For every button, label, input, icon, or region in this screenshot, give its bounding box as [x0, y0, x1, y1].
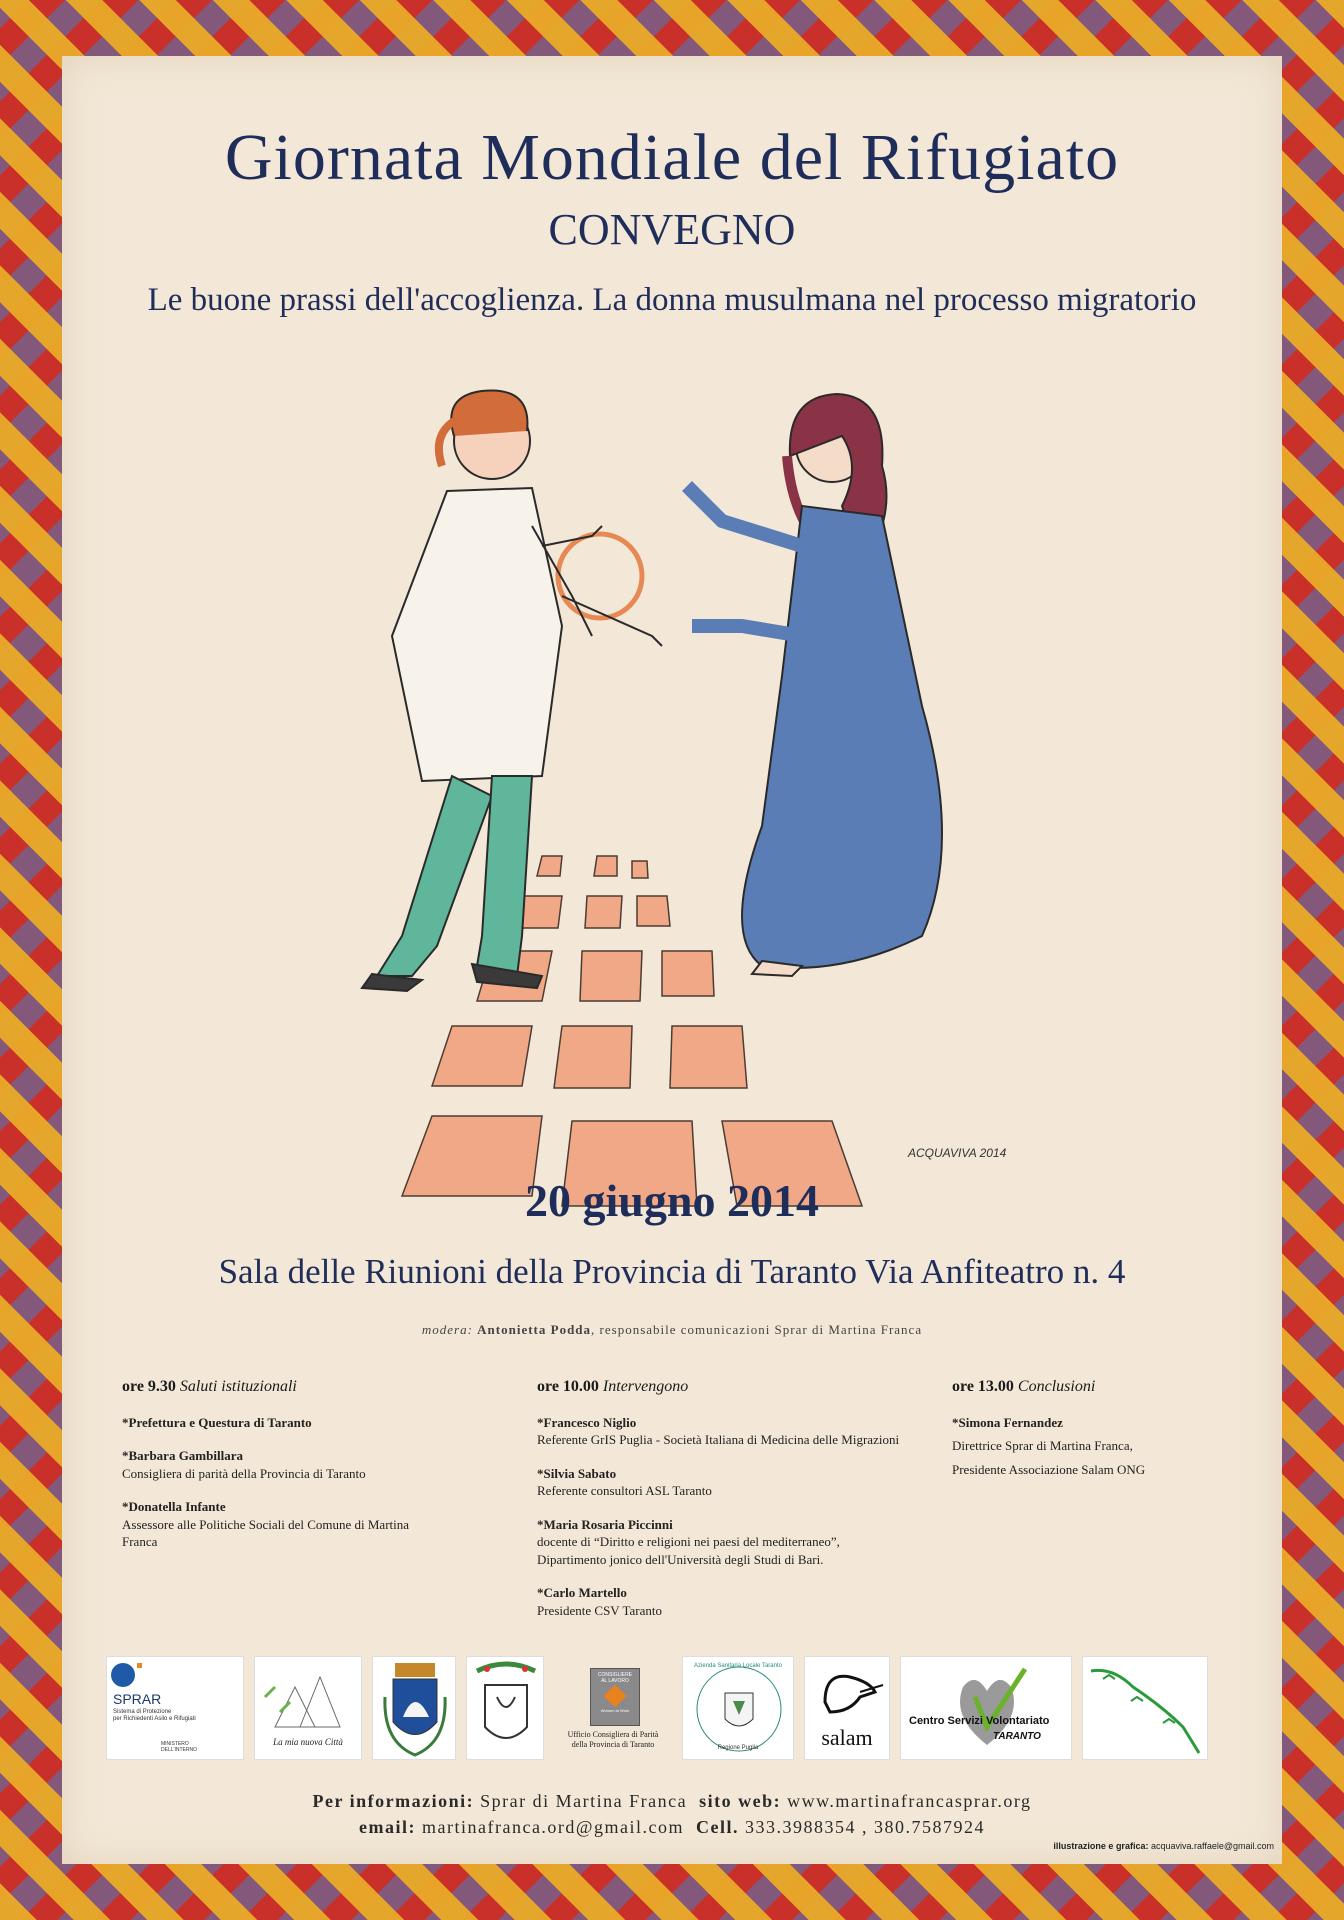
contact-line-2 — [62, 1814, 1282, 1840]
event-venue: Sala delle Riunioni della Provincia di Taranto Via Anfiteatro n. 4 — [218, 1252, 1126, 1291]
sprar-logo — [106, 1656, 244, 1760]
heart-icon — [901, 1657, 1072, 1760]
crest-icon — [373, 1657, 456, 1760]
crest-taranto-logo — [372, 1656, 456, 1760]
session-time: ore 10.00 — [537, 1378, 599, 1395]
sprar-subtitle-line: Sistema di Protezione — [113, 1709, 172, 1715]
asl-ring-text: Azienda Sanitaria Locale Taranto — [694, 1663, 782, 1669]
speaker-name: *Prefettura e Questura di Taranto — [122, 1414, 312, 1430]
contact-info — [62, 1788, 1282, 1840]
speaker-name: *Carlo Martello — [537, 1585, 627, 1601]
speaker-name: *Barbara Gambillara — [122, 1448, 243, 1464]
speaker-entry — [537, 1584, 917, 1619]
badge-line: AL LAVORO — [601, 1678, 629, 1684]
consigliera-caption — [554, 1730, 672, 1749]
moderator-label: modera: — [421, 1322, 473, 1337]
caption-line: della Provincia di Taranto — [571, 1739, 655, 1749]
sun-circle — [558, 534, 642, 618]
birds-map-icon — [1083, 1657, 1208, 1760]
speaker-entry — [122, 1498, 442, 1551]
speaker-entry — [537, 1516, 917, 1569]
cell-value: 333.3988354 , 380.7587924 — [744, 1817, 985, 1838]
session-title: Saluti istituzionali — [179, 1378, 297, 1395]
sprar-subtitle-line: per Richiedenti Asilo e Rifugiati — [113, 1716, 196, 1723]
consigliera-logo — [554, 1656, 672, 1760]
speaker-name: *Francesco Niglio — [537, 1414, 637, 1430]
page-title: Giornata Mondiale del Rifugiato — [224, 121, 1120, 194]
session-time: ore 9.30 — [122, 1378, 176, 1395]
info-value: Sprar di Martina Franca — [480, 1791, 688, 1811]
badge-line: CONSIGLIERE — [597, 1672, 633, 1678]
speaker-role: Consigliera di parità della Provincia di Taranto — [122, 1465, 366, 1481]
illustration-credit — [1053, 1841, 1274, 1851]
puglia-map-logo — [1082, 1656, 1208, 1760]
speaker-name: *Silvia Sabato — [537, 1465, 617, 1481]
session-time: ore 13.00 — [952, 1378, 1014, 1395]
cell-label: Cell. — [695, 1817, 739, 1838]
speaker-role: Presidente Associazione Salam ONG — [952, 1461, 1146, 1477]
badge-line: Women at Work — [600, 1708, 630, 1713]
crest-icon — [467, 1657, 544, 1760]
event-type: CONVEGNO — [548, 205, 796, 254]
csv-logo — [900, 1656, 1072, 1760]
speaker-entry — [122, 1447, 442, 1482]
session-heading — [537, 1376, 917, 1398]
web-label: sito web: — [699, 1791, 782, 1811]
info-label: Per informazioni: — [312, 1791, 475, 1811]
session-heading — [122, 1376, 442, 1398]
speaker-role: Presidente CSV Taranto — [537, 1602, 662, 1618]
speaker-role: Assessore alle Politiche Sociali del Comune di Martina Franca — [122, 1516, 410, 1550]
speaker-entry — [537, 1465, 917, 1500]
contact-line-1 — [62, 1788, 1282, 1814]
sprar-ministry: MINISTERO DELL'INTERNO — [161, 1741, 197, 1753]
speaker-role: Referente GrIS Puglia - Società Italiana di Medicina delle Migrazioni — [537, 1432, 900, 1448]
web-link[interactable]: www.martinafrancasprar.org — [787, 1791, 1032, 1811]
speaker-role: Referente consultori ASL Taranto — [537, 1483, 712, 1499]
moderator-role: , responsabile comunicazioni Sprar di Martina Franca — [591, 1322, 923, 1337]
dove-icon — [805, 1657, 890, 1727]
csv-city: TARANTO — [993, 1731, 1041, 1742]
sprar-title: SPRAR — [113, 1691, 162, 1707]
sprar-square-icon — [137, 1663, 142, 1668]
moderator-line — [62, 1322, 1282, 1338]
speaker-name: *Maria Rosaria Piccinni — [537, 1516, 673, 1532]
woman-figure — [687, 394, 942, 976]
csv-text-part: Volontariato — [986, 1715, 1050, 1727]
speaker-entry — [952, 1414, 1252, 1479]
salam-text: salam — [821, 1725, 873, 1750]
partner-logos — [106, 1656, 1246, 1766]
illustration — [242, 376, 1102, 1236]
asl-region: Regione Puglia — [717, 1745, 759, 1751]
salam-logo — [804, 1656, 890, 1760]
program-column-3 — [952, 1376, 1252, 1494]
email-link[interactable]: martinafranca.ord@gmail.com — [422, 1817, 684, 1838]
session-heading — [952, 1376, 1252, 1398]
speaker-entry — [537, 1414, 917, 1449]
caption-line: Ufficio Consigliera di Parità — [567, 1730, 659, 1739]
credit-email: acquaviva.raffaele@gmail.com — [1150, 1841, 1274, 1851]
consigliere-badge — [590, 1668, 640, 1726]
moderator-name: Antonietta Podda — [477, 1322, 592, 1337]
event-tagline: Le buone prassi dell'accoglienza. La donna musulmana nel processo migratorio — [147, 282, 1197, 318]
speaker-role: Direttrice Sprar di Martina Franca, — [952, 1438, 1133, 1454]
sprar-dot-icon — [111, 1663, 135, 1687]
event-date: 20 giugno 2014 — [525, 1175, 819, 1226]
csv-text-part: Centro Servizi — [909, 1715, 983, 1727]
program-column-2 — [537, 1376, 917, 1636]
speaker-role: Dipartimento jonico dell'Università degli Studi di Bari. — [537, 1551, 824, 1567]
citta-logo — [254, 1656, 362, 1760]
speaker-name: *Donatella Infante — [122, 1499, 226, 1515]
csv-text — [909, 1715, 1049, 1727]
warning-sign-icon — [604, 1685, 627, 1708]
asl-logo — [682, 1656, 794, 1760]
sprar-subtitle — [113, 1709, 196, 1723]
illustration-signature: ACQUAVIVA 2014 — [908, 1146, 1007, 1160]
credit-label: illustrazione e grafica: — [1053, 1841, 1149, 1851]
program-column-1 — [122, 1376, 442, 1567]
citta-text: La mia nuova Città — [273, 1737, 343, 1747]
speaker-entry — [122, 1414, 442, 1432]
poster-paper — [62, 56, 1282, 1864]
session-title: Intervengono — [602, 1378, 689, 1395]
speaker-role: docente di “Diritto e religioni nei paesi del mediterraneo”, — [537, 1534, 840, 1550]
crest-martina-logo — [466, 1656, 544, 1760]
speaker-name: *Simona Fernandez — [952, 1414, 1063, 1430]
email-label: email: — [359, 1817, 416, 1838]
session-title: Conclusioni — [1017, 1378, 1096, 1395]
trulli-icon — [255, 1657, 362, 1735]
